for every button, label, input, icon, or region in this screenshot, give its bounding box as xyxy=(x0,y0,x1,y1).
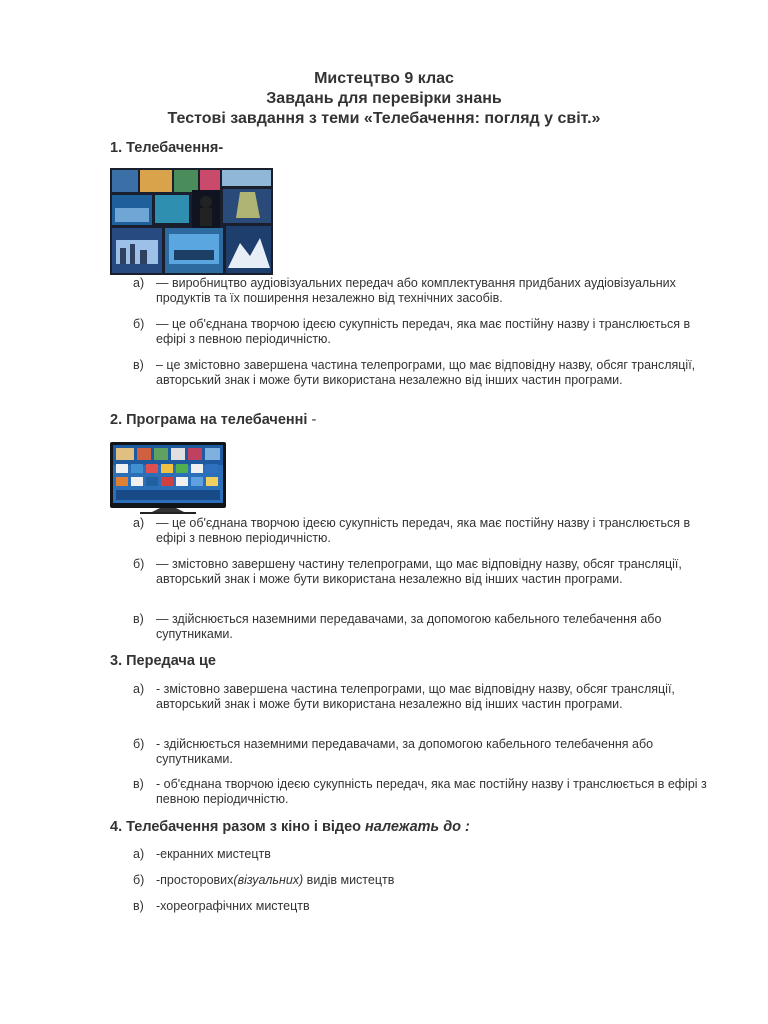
question-1-option-a[interactable]: а) — виробництво аудіовізуальних передач або комплектування придбаних аудіовізуальних продуктів та їх поширення незалежно від технічних засобів. xyxy=(133,276,676,305)
question-3-title: 3. Передача це xyxy=(110,653,216,669)
smart-tv-image xyxy=(110,442,226,515)
question-3-option-a[interactable]: а) - змістовно завершена частина телепрограми, що має відповідну назву, обсяг трансляції, авторський знак і може бути використана незалежно від інших частин програми. xyxy=(133,682,675,711)
document-title-subject: Мистецтво 9 клас xyxy=(314,70,454,87)
question-1-option-c[interactable]: в) – це змістовно завершена частина телепрограми, що має відповідну назву, обсяг трансляції, авторський знак і може бути використана незалежно від інших частин програми. xyxy=(133,358,696,387)
question-3-option-b[interactable]: б) - здійснюється наземними передавачами, за допомогою кабельного телебачення або супутниками. xyxy=(133,737,654,766)
document-title-topic: Тестові завдання з теми «Телебачення: погляд у світ.» xyxy=(167,110,601,127)
question-4-title: 4. Телебачення разом з кіно і відео належать до : xyxy=(110,819,470,835)
question-4-option-a[interactable]: а) -екранних мистецтв xyxy=(133,847,271,861)
tv-wall-image xyxy=(110,168,273,275)
question-4-option-c[interactable]: в) -хореографічних мистецтв xyxy=(133,899,310,913)
question-1-option-b[interactable]: б) — це об'єднана творчою ідеєю сукупність передач, яка має постійну назву і транслюється в ефірі з певною періодичністю. xyxy=(133,317,691,346)
document-title-tasks: Завдань для перевірки знань xyxy=(266,90,502,107)
question-1-title: 1. Телебачення- xyxy=(110,140,224,156)
question-3-option-c[interactable]: в) - об'єднана творчою ідеєю сукупність передач, яка має постійну назву і транслюється в ефірі з певною періодичністю. xyxy=(133,777,707,806)
question-4-option-b-text: -просторових(візуальних) видів мистецтв xyxy=(156,873,395,887)
question-2-title: 2. Програма на телебаченні - xyxy=(110,412,317,428)
question-2-option-b[interactable]: б) — змістовно завершену частину телепрограми, що має відповідну назву, обсяг трансляції, авторський знак і може бути використана незалежно від інших частин програми. xyxy=(133,557,682,586)
question-2-option-a[interactable]: а) — це об'єднана творчою ідеєю сукупність передач, яка має постійну назву і транслюється в ефірі з певною періодичністю. xyxy=(133,516,691,545)
question-4-option-b[interactable]: б) -просторових(візуальних) видів мистецтв xyxy=(133,873,713,888)
question-2-option-c[interactable]: в) — здійснюється наземними передавачами, за допомогою кабельного телебачення або супутниками. xyxy=(133,612,662,641)
